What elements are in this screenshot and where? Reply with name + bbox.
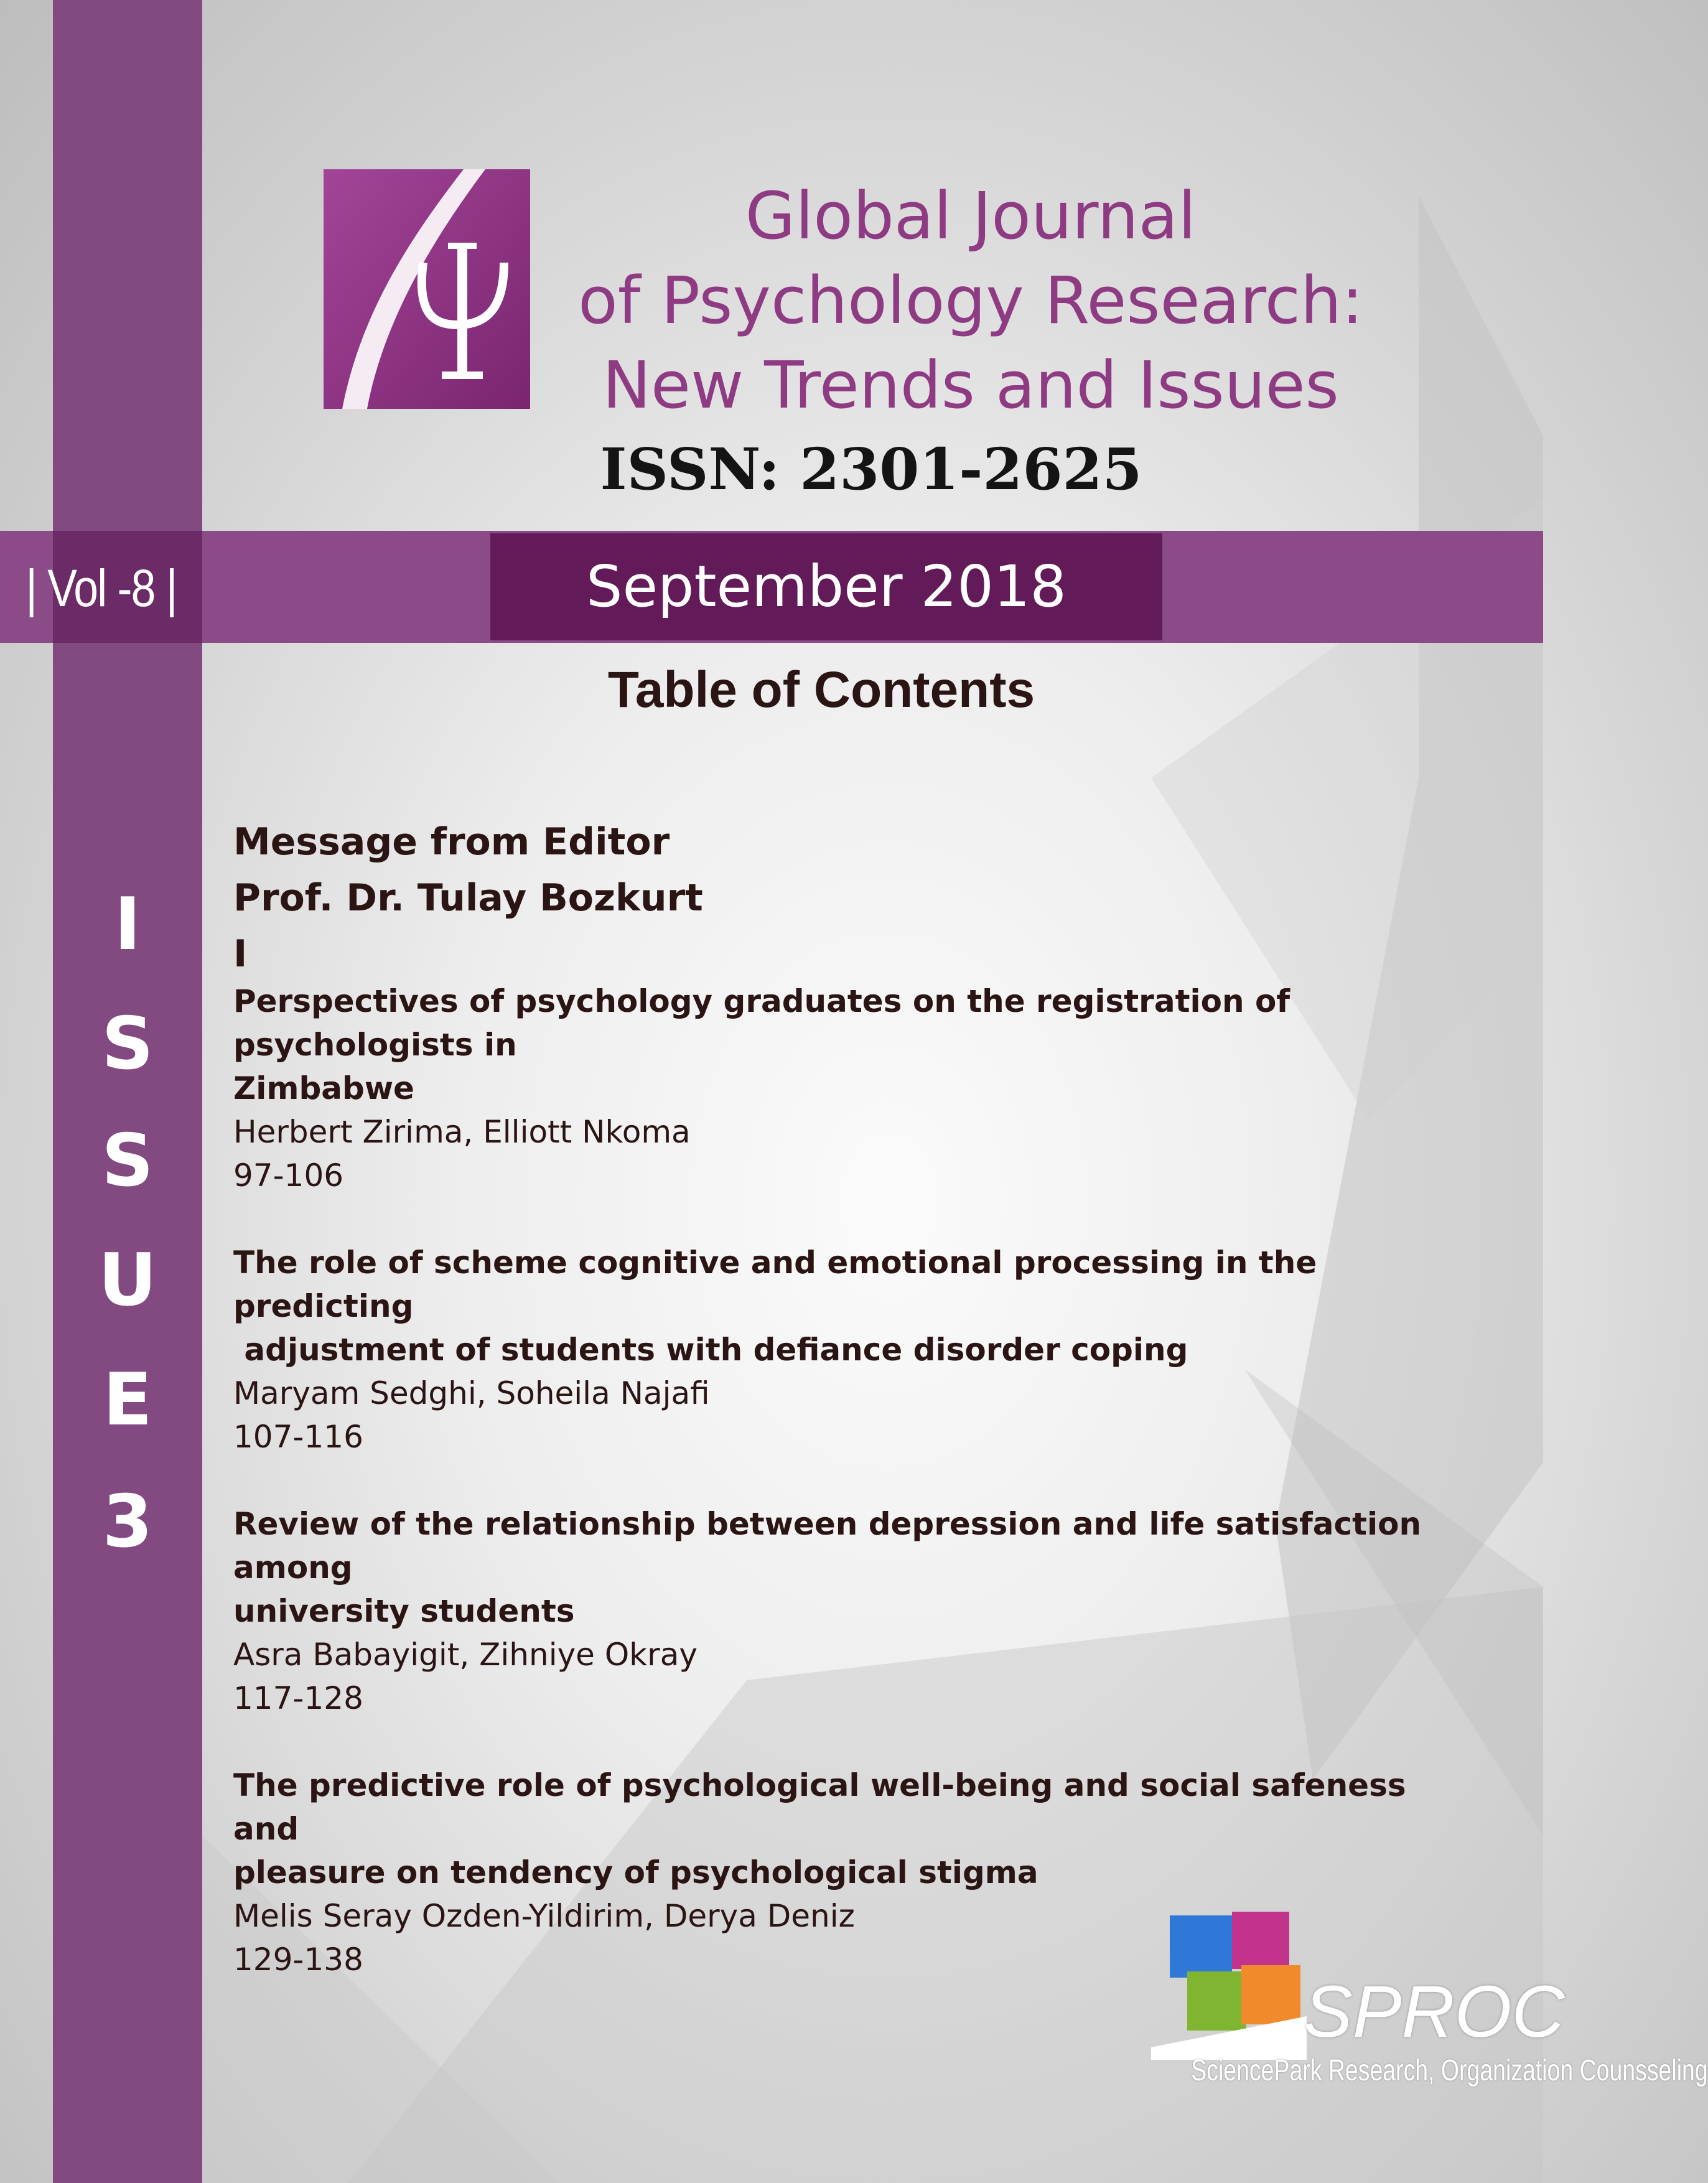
issue-letter: S [101,1002,154,1086]
journal-logo-icon [324,169,530,409]
issue-letter: I [114,882,141,966]
entry-title-line: Zimbabwe [233,1070,414,1106]
entry-title-line: Perspectives of psychology graduates on the registration of psychologists in [233,983,1290,1063]
vertical-stripe [53,0,202,2183]
entry-authors: Asra Babayigit, Zihniye Okray [233,1637,698,1673]
toc-entry[interactable] [233,979,1478,1197]
issue-letter: S [101,1119,154,1203]
entry-pages: 107-116 [233,1419,363,1455]
entry-pages: 129-138 [233,1942,363,1978]
editor-message-title: Message from Editor [233,820,670,864]
journal-title-line-3: New Trends and Issues [602,347,1339,423]
issue-letter: E [103,1358,152,1442]
editor-name: Prof. Dr. Tulay Bozkurt [233,876,703,920]
publisher-name: SPROC [1304,1971,1565,2053]
entry-authors: Herbert Zirima, Elliott Nkoma [233,1114,691,1150]
journal-title-line-2: of Psychology Research: [578,263,1363,339]
entry-pages: 97-106 [233,1157,344,1194]
toc-list [233,979,1478,2025]
toc-entry[interactable] [233,1502,1478,1720]
publisher-full-name: SciencePark Research, Organization Counsseling [1191,2054,1708,2087]
issue-date: September 2018 [586,553,1066,620]
entry-title-line: pleasure on tendency of psychological stigma [233,1854,1038,1891]
entry-authors: Maryam Sedghi, Soheila Najafi [233,1375,710,1411]
volume-label: | Vol -8 | [26,559,177,617]
entry-title-line: adjustment of students with defiance disorder coping [233,1332,1188,1368]
editor-message-page: I [233,932,248,976]
entry-title-line: Review of the relationship between depression and life satisfaction among [233,1506,1422,1586]
toc-entry[interactable] [233,1241,1478,1459]
entry-title-line: The role of scheme cognitive and emotional processing in the predicting [233,1245,1317,1324]
issue-letter: 3 [102,1480,153,1564]
issue-letter: U [98,1238,157,1322]
issn: ISSN: 2301-2625 [600,436,1142,503]
editor-message [233,814,703,982]
toc-heading: Table of Contents [607,661,1035,718]
entry-title-line: The predictive role of psychological well-being and social safeness and [233,1767,1406,1847]
journal-title-line-1: Global Journal [745,178,1197,254]
entry-title-line: university students [233,1593,575,1629]
entry-pages: 117-128 [233,1680,363,1716]
entry-authors: Melis Seray Ozden-Yildirim, Derya Deniz [233,1898,855,1934]
